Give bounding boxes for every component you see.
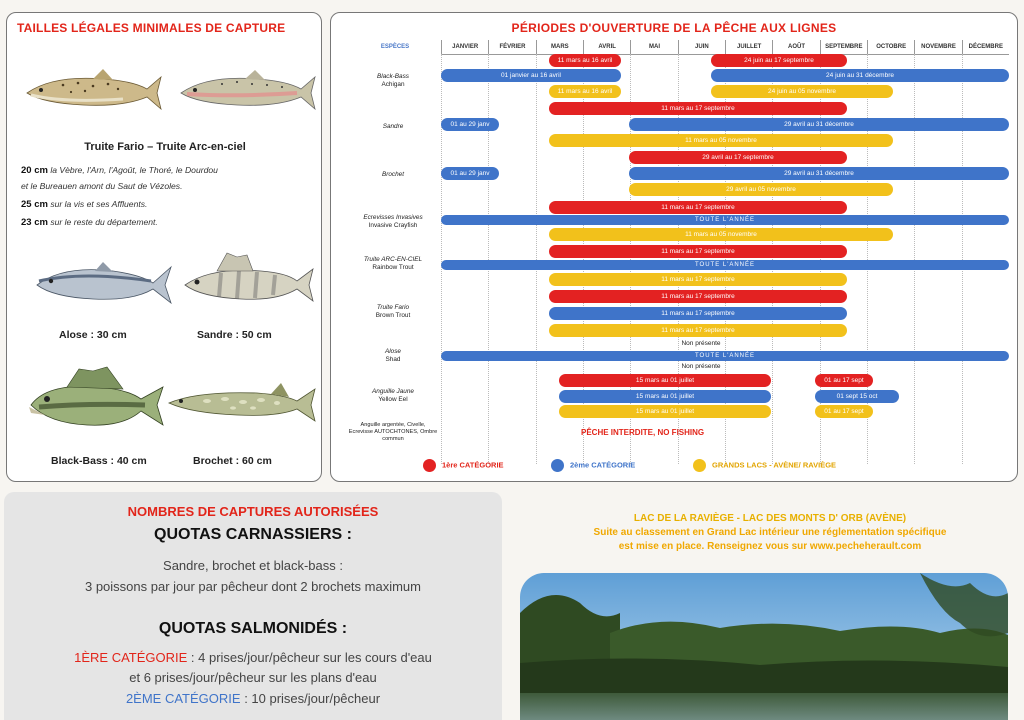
rule-20cm-cont: et le Bureauen amont du Saut de Vézoles. <box>21 181 183 191</box>
bar-blackbass-cat1-a: 11 mars au 16 avril <box>549 54 621 67</box>
no-fishing-notice: PÊCHE INTERDITE, NO FISHING <box>581 428 705 437</box>
rule-23cm: 23 cm sur le reste du département. <box>21 217 158 228</box>
rule-25cm: 25 cm sur la vis et ses Affluents. <box>21 199 148 210</box>
species-brown-trout: Truite Fario Brown Trout <box>375 304 411 319</box>
month-grid-line <box>536 54 537 464</box>
bar-sandre-cat1: 11 mars au 17 septembre <box>549 102 847 115</box>
bar-rainbow-cat1: 11 mars au 17 septembre <box>549 245 847 258</box>
shad-not-present-2: Non présente <box>681 363 721 370</box>
bar-brochet-cat2-b: 29 avril au 31 décembre <box>629 167 1009 180</box>
species-header: ESPÈCES <box>380 44 410 50</box>
bar-brochet-lakes: 29 avril au 05 novembre <box>629 183 893 196</box>
zander-illustration <box>181 249 315 311</box>
bar-sandre-cat2-a: 01 au 29 janv <box>441 118 499 131</box>
month-grid-line <box>962 54 963 464</box>
bar-brochet-cat1: 29 avril au 17 septembre <box>629 151 847 164</box>
shad-not-present-1: Non présente <box>681 340 721 347</box>
red-dot-icon <box>423 459 436 472</box>
month-header: NOVEMBRE <box>914 40 961 54</box>
carnassiers-species: Sandre, brochet et black-bass : <box>163 558 343 573</box>
carnassiers-limit: 3 poissons par jour par pêcheur dont 2 brochets maximum <box>84 579 421 594</box>
bar-brochet-cat2-a: 01 au 29 janv <box>441 167 499 180</box>
month-header: AVRIL <box>583 40 630 54</box>
salmonides-cat2: 2ÈME CATÉGORIE : 10 prises/jour/pêcheur <box>125 691 381 706</box>
salmonides-title: QUOTAS SALMONIDÉS : <box>158 620 348 637</box>
month-header: JANVIER <box>441 40 488 54</box>
species-sandre: Sandre <box>382 123 404 130</box>
species-protected: Anguille argentée, Civelle, Ecrevisse AUTOCHTONES, Ombre commun <box>348 422 438 442</box>
rainbow-trout-illustration <box>177 67 317 113</box>
black-bass-label: Black-Bass : 40 cm <box>51 455 147 467</box>
rule-20cm: 20 cm la Vèbre, l'Arn, l'Agoût, le Thoré, le Dourdou <box>21 165 218 176</box>
month-grid-line <box>772 54 773 464</box>
bar-crayfish-lakes: 11 mars au 05 novembre <box>549 228 893 241</box>
bar-eel-cat2-a: 15 mars au 01 juillet <box>559 390 771 403</box>
bar-crayfish-cat2: TOUTE L'ANNÉE <box>441 215 1009 225</box>
quota-panel <box>4 492 502 720</box>
bar-blackbass-cat1-b: 24 juin au 17 septembre <box>711 54 847 67</box>
bar-crayfish-cat1: 11 mars au 17 septembre <box>549 201 847 214</box>
pike-illustration <box>167 375 317 431</box>
bar-sandre-lakes: 11 mars au 05 novembre <box>549 134 893 147</box>
lake-info <box>520 512 1020 554</box>
month-grid-line <box>488 54 489 464</box>
bar-blackbass-lakes-a: 11 mars au 16 avril <box>549 85 621 98</box>
bar-fario-cat1: 11 mars au 17 septembre <box>549 290 847 303</box>
black-bass-illustration <box>27 363 167 441</box>
bar-eel-lakes-a: 15 mars au 01 juillet <box>559 405 771 418</box>
lake-website: est mise en place. Renseignez vous sur www.pecheherault.com <box>618 541 922 552</box>
bar-eel-cat2-b: 01 sept 15 oct <box>815 390 899 403</box>
bar-fario-lakes: 11 mars au 17 septembre <box>549 324 847 337</box>
bar-blackbass-lakes-b: 24 juin au 05 novembre <box>711 85 893 98</box>
month-header: AOÛT <box>772 40 819 54</box>
bar-blackbass-cat2-b: 24 juin au 31 décembre <box>711 69 1009 82</box>
lake-photo <box>520 573 1008 720</box>
bar-shad-cat2: TOUTE L'ANNÉE <box>441 351 1009 361</box>
salmonides-cat1-cont: et 6 prises/jour/pêcheur sur les plans d'eau <box>129 670 377 685</box>
species-black-bass: Black-Bass Achigan <box>377 73 409 88</box>
zander-label: Sandre : 50 cm <box>197 329 272 341</box>
species-crayfish: Ecrevisses Invasives Invasive Crayfish <box>363 214 423 229</box>
bar-eel-cat1-b: 01 au 17 sept <box>815 374 873 387</box>
blue-dot-icon <box>551 459 564 472</box>
shad-illustration <box>33 259 173 309</box>
species-brochet: Brochet <box>381 171 405 178</box>
fishing-periods-title: PÉRIODES D'OUVERTURE DE LA PÊCHE AUX LIGNES <box>511 21 837 35</box>
yellow-dot-icon <box>693 459 706 472</box>
species-rainbow-trout: Truite ARC-EN-CIEL Rainbow Trout <box>363 256 423 271</box>
legend-cat1: 1ère CATÉGORIE <box>423 459 504 472</box>
brown-trout-illustration <box>23 67 163 113</box>
trout-label: Truite Fario – Truite Arc-en-ciel <box>84 141 246 153</box>
minimum-size-title: TAILLES LÉGALES MINIMALES DE CAPTURE <box>17 21 286 35</box>
bar-blackbass-cat2-a: 01 janvier au 16 avril <box>441 69 621 82</box>
lake-regulation: Suite au classement en Grand Lac intérieur une réglementation spécifique <box>593 527 947 538</box>
bar-sandre-cat2-b: 29 avril au 31 décembre <box>629 118 1009 131</box>
bar-rainbow-lakes: 11 mars au 17 septembre <box>549 273 847 286</box>
fishing-periods-panel <box>330 12 1018 482</box>
species-yellow-eel: Anguille Jaune Yellow Eel <box>372 388 414 403</box>
salmonides-cat1: 1ÈRE CATÉGORIE : 4 prises/jour/pêcheur sur les cours d'eau <box>74 650 432 665</box>
month-header: JUILLET <box>725 40 772 54</box>
bar-eel-cat1-a: 15 mars au 01 juillet <box>559 374 771 387</box>
month-grid-line <box>914 54 915 464</box>
bar-rainbow-cat2: TOUTE L'ANNÉE <box>441 260 1009 270</box>
bar-eel-lakes-b: 01 au 17 sept <box>815 405 873 418</box>
month-header: OCTOBRE <box>867 40 914 54</box>
pike-label: Brochet : 60 cm <box>193 455 272 467</box>
species-shad: Alose Shad <box>385 348 401 363</box>
legend-cat2: 2ème CATÉGORIE <box>551 459 635 472</box>
shad-label: Alose : 30 cm <box>59 329 127 341</box>
month-header: FÉVRIER <box>488 40 535 54</box>
bar-fario-cat2: 11 mars au 17 septembre <box>549 307 847 320</box>
carnassiers-title: QUOTAS CARNASSIERS : <box>154 526 352 543</box>
legend-lakes: GRANDS LACS - AVÈNE/ RAVIÈGE <box>693 459 836 472</box>
minimum-size-panel <box>6 12 322 482</box>
month-header: DÉCEMBRE <box>962 40 1009 54</box>
month-header: MAI <box>630 40 677 54</box>
month-header: MARS <box>536 40 583 54</box>
quota-title: NOMBRES DE CAPTURES AUTORISÉES <box>127 504 379 519</box>
lake-names: LAC DE LA RAVIÈGE - LAC DES MONTS D' ORB (AVÈNE) <box>633 513 907 524</box>
month-header: SEPTEMBRE <box>820 40 867 54</box>
month-header: JUIN <box>678 40 725 54</box>
